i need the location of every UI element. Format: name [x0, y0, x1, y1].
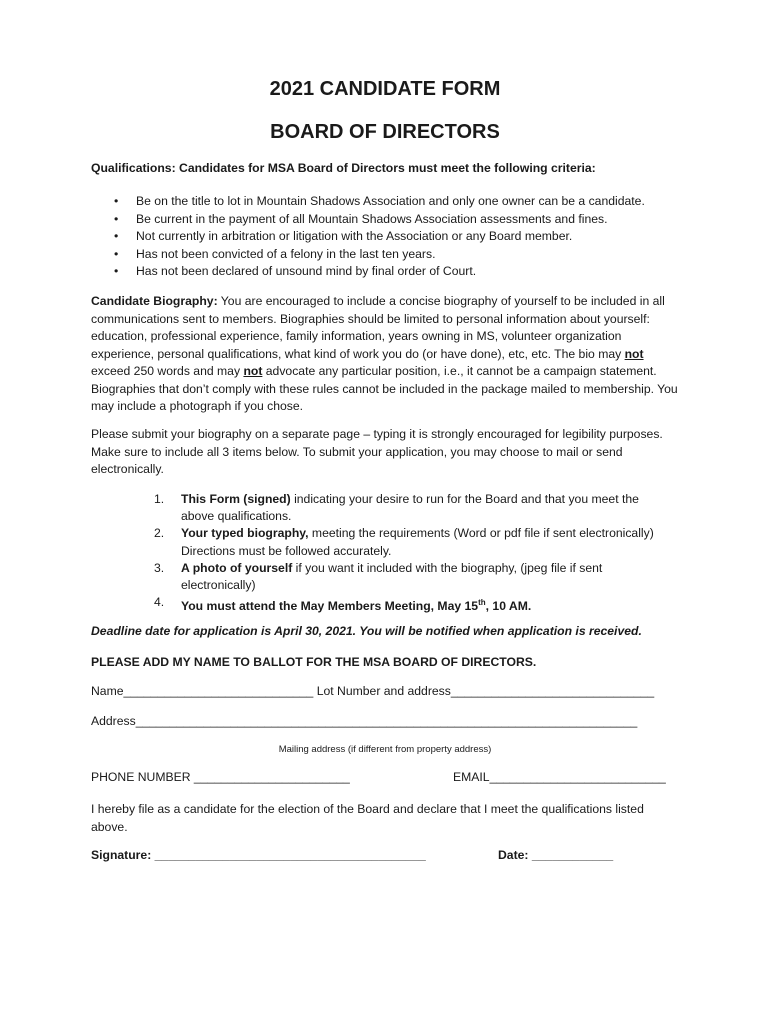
criteria-list — [91, 193, 645, 281]
ballot-heading: PLEASE ADD MY NAME TO BALLOT FOR THE MSA BOARD OF DIRECTORS. — [91, 655, 537, 669]
criteria-item: • Be current in the payment of all Mountain Shadows Association assessments and fines. — [91, 211, 645, 229]
name-lot-row — [91, 684, 654, 698]
phone-field[interactable]: _______________________ — [190, 770, 350, 784]
list-item — [154, 491, 674, 525]
deadline-notice: Deadline date for application is April 30, 2021. You will be notified when application is received. — [91, 624, 642, 638]
signature-row — [91, 848, 426, 862]
not-emphasis: not — [243, 364, 263, 378]
phone-label: PHONE NUMBER — [91, 770, 191, 784]
email-field[interactable]: __________________________ — [489, 770, 666, 784]
list-item — [154, 560, 674, 594]
item-text: indicating your desire to run for the Board and that you meet the above qualifications. — [181, 492, 639, 524]
item-bold: , 10 AM. — [485, 599, 532, 614]
date-label: Date: — [498, 848, 529, 862]
date-field[interactable]: ____________ — [528, 848, 614, 862]
date-row — [498, 848, 613, 862]
item-bold: This Form (signed) — [181, 492, 291, 506]
list-item — [154, 525, 674, 559]
item-number: 2. — [154, 526, 165, 541]
qualifications-heading: Qualifications: Candidates for MSA Board of Directors must meet the following criteria: — [91, 161, 596, 175]
item-number: 3. — [154, 560, 165, 575]
address-label: Address — [91, 714, 136, 728]
candidate-biography-paragraph — [91, 293, 681, 416]
submit-instructions: Please submit your biography on a separate page – typing it is strongly encouraged for legibility purposes. Make sure to include all 3 items below. To submit your application, you may choose to mail or send electronically. — [91, 427, 663, 476]
email-label: EMAIL — [453, 770, 490, 784]
item-text: meeting the requirements (Word or pdf file if sent electronically) Directions must be followed accurately. — [181, 526, 654, 558]
biography-label: Candidate Biography: — [91, 294, 218, 308]
item-superscript: th — [478, 598, 486, 608]
biography-text: exceed 250 words and may — [91, 364, 244, 378]
item-number: 4. — [154, 595, 165, 610]
item-bold: Your typed biography, — [181, 526, 309, 541]
criteria-item: • Be on the title to lot in Mountain Shadows Association and only one owner can be a candidate. — [91, 193, 645, 211]
lot-address-field[interactable]: ______________________________ — [450, 684, 655, 698]
biography-text: advocate any particular position, i.e., it cannot be a campaign statement. Biographies that don’t comply with these rules cannot be included in the package mailed to membership. You may include a photograph if you chose. — [91, 364, 678, 413]
address-field[interactable]: __________________________________________________________________________ — [135, 714, 638, 728]
declaration-text: I hereby file as a candidate for the election of the Board and declare that I meet the qualifications listed above. — [91, 802, 644, 834]
criteria-item: • Has not been convicted of a felony in the last ten years. — [91, 246, 645, 264]
list-item — [154, 594, 674, 615]
phone-row — [91, 770, 350, 784]
lot-address-label: Lot Number and address — [313, 684, 451, 698]
item-bold: A photo of yourself — [181, 560, 293, 575]
mailing-address-note: Mailing address (if different from property address) — [278, 744, 492, 755]
required-items-list — [154, 491, 674, 615]
signature-field[interactable]: ________________________________________ — [151, 848, 426, 862]
item-text: if you want it included with the biography, (jpeg file if sent electronically) — [181, 560, 603, 593]
criteria-item: • Has not been declared of unsound mind by final order of Court. — [91, 263, 645, 281]
biography-text: You are encouraged to include a concise biography of yourself to be included in all communications sent to members. Biographies should be limited to personal information about yourself: education, professional experience, family information, years owning in MS, volunteer organization experience, personal qualifications, what kind of work you do (or have done), etc, etc. The bio may — [91, 294, 665, 361]
email-row — [453, 770, 666, 784]
item-bold: You must attend the May Members Meeting, May 15 — [181, 599, 479, 614]
criteria-item: • Not currently in arbitration or litigation with the Association or any Board member. — [91, 228, 645, 246]
signature-label: Signature: — [91, 848, 152, 862]
item-number: 1. — [154, 492, 165, 506]
address-row — [91, 714, 637, 728]
name-field[interactable]: ____________________________ — [123, 684, 314, 698]
form-subtitle: BOARD OF DIRECTORS — [270, 121, 500, 143]
name-label: Name — [91, 684, 124, 698]
form-title: 2021 CANDIDATE FORM — [269, 78, 501, 100]
not-emphasis: not — [624, 346, 644, 361]
